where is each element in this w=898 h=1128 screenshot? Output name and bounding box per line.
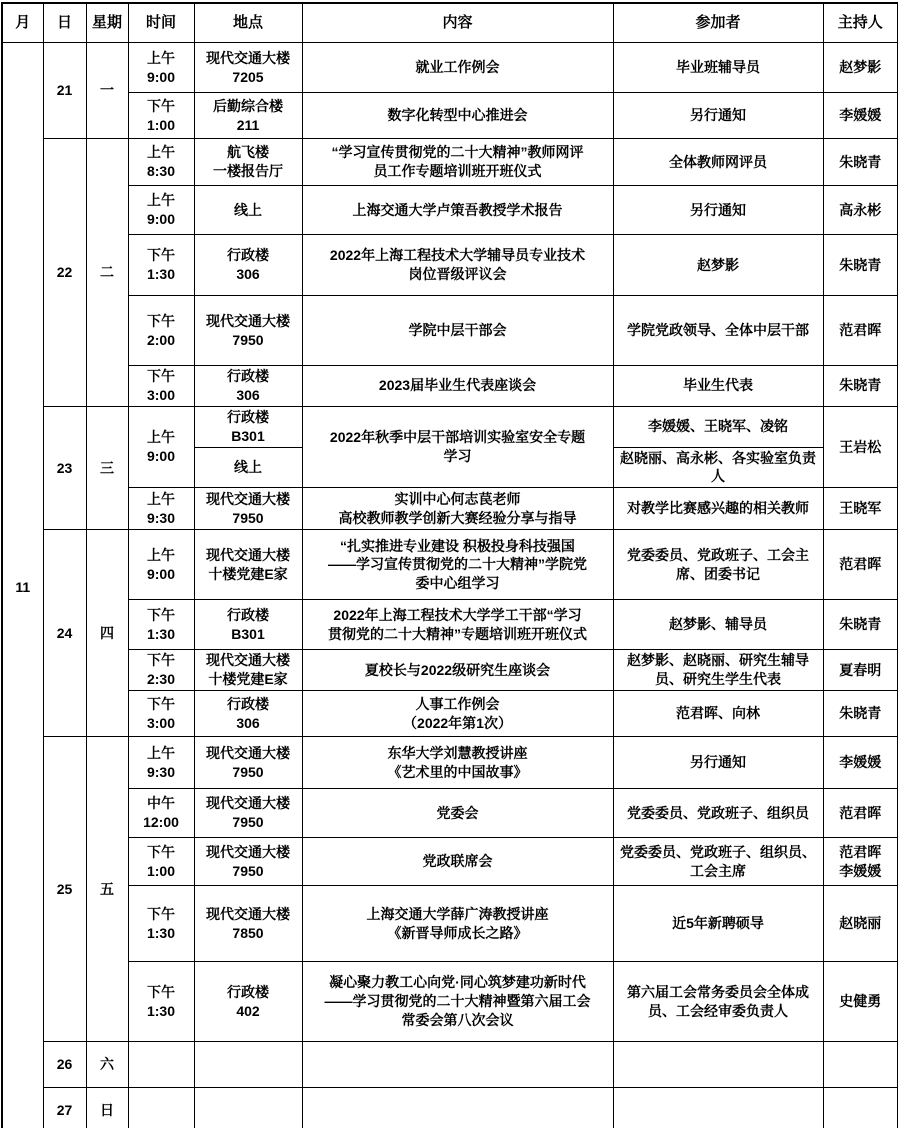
participants-cell: 毕业班辅导员 (613, 43, 823, 93)
text-line: 9:30 (146, 509, 176, 526)
text-line: 下午 (147, 97, 175, 114)
text-line: 2022年上海工程技术大学辅导员专业技术 (329, 247, 586, 264)
text-line: 7205 (232, 68, 264, 85)
text-line: 委中心组学习 (415, 575, 500, 592)
text-line: 211 (236, 116, 260, 133)
content-cell (302, 1042, 613, 1088)
weekday-cell: 六 (86, 1042, 128, 1088)
host-cell: 朱晓青 (823, 691, 898, 737)
header-participants: 参加者 (613, 3, 823, 43)
text-line: 上午 (147, 144, 175, 161)
time-cell (128, 488, 194, 530)
text-line: 9:00 (146, 211, 176, 227)
text-line: 行政楼 (227, 983, 269, 1000)
text-line: 现代交通大楼 (206, 905, 290, 922)
header-time: 时间 (128, 3, 194, 43)
text-line: 十楼党建E家 (208, 565, 288, 582)
text-line: 党政联席会 (422, 853, 493, 870)
participants-cell: 学院党政领导、全体中层干部 (613, 296, 823, 366)
location-cell (194, 1088, 302, 1128)
participants-cell: 赵梦影、辅导员 (613, 600, 823, 650)
location-cell (194, 235, 302, 296)
time-cell (128, 600, 194, 650)
content-cell (302, 488, 613, 530)
location-cell (194, 1042, 302, 1088)
text-line: B301 (231, 625, 265, 642)
text-line: 9:00 (146, 565, 176, 582)
schedule-row (2, 650, 898, 691)
text-line: 行政楼 (227, 606, 269, 623)
host-cell: 王晓军 (823, 488, 898, 530)
time-cell (128, 962, 194, 1042)
day-cell: 26 (43, 1042, 86, 1088)
participants-cell: 赵梦影、赵晓丽、研究生辅导员、研究生学生代表 (613, 650, 823, 691)
text-line: 9:00 (146, 68, 176, 85)
content-cell (302, 838, 613, 886)
schedule-row (2, 737, 898, 789)
schedule-row (2, 43, 898, 93)
content-cell (302, 366, 613, 407)
text-line: 上海交通大学卢策吾教授学术报告 (352, 201, 563, 218)
text-line: 1:30 (146, 1002, 176, 1019)
text-line: 岗位晋级评议会 (408, 266, 507, 282)
text-line: ——学习宣传贯彻党的二十大精神”学院党 (328, 556, 587, 573)
weekday-cell: 三 (86, 406, 128, 530)
host-cell (823, 1042, 898, 1088)
host-cell: 朱晓青 (823, 366, 898, 407)
schedule-row (2, 296, 898, 366)
location-cell (194, 691, 302, 737)
weekday-cell: 日 (86, 1088, 128, 1128)
text-line: 现代交通大楼 (206, 843, 290, 860)
schedule-row (2, 366, 898, 407)
host-cell: 王岩松 (823, 406, 898, 488)
location-cell (194, 789, 302, 838)
host-cell: 夏春明 (823, 650, 898, 691)
text-line: 现代交通大楼 (206, 49, 290, 66)
header-content: 内容 (302, 3, 613, 43)
host-cell: 朱晓青 (823, 600, 898, 650)
text-line: 常委会第八次会议 (401, 1012, 514, 1029)
host-cell: 赵晓丽 (823, 886, 898, 962)
content-cell (302, 530, 613, 600)
text-line: 学院中层干部会 (408, 322, 507, 339)
text-line: 1:00 (146, 116, 176, 133)
location-cell (194, 737, 302, 789)
text-line: 李媛媛 (839, 862, 882, 879)
participants-cell: 另行通知 (613, 737, 823, 789)
schedule-row (2, 962, 898, 1042)
day-cell: 27 (43, 1088, 86, 1128)
day-cell: 22 (43, 139, 86, 407)
schedule-row (2, 838, 898, 886)
text-line: 上午 (147, 490, 175, 507)
text-line: 《艺术里的中国故事》 (387, 763, 528, 780)
text-line: 夏校长与2022级研究生座谈会 (364, 661, 551, 678)
schedule-row (2, 886, 898, 962)
time-cell (128, 93, 194, 139)
participants-cell: 近5年新聘硕导 (613, 886, 823, 962)
text-line: 3:00 (146, 714, 176, 731)
text-line: 12:00 (143, 814, 179, 831)
schedule-row (2, 186, 898, 235)
text-line: 8:30 (146, 163, 176, 179)
time-cell (128, 366, 194, 407)
time-cell (128, 235, 194, 296)
weekday-cell: 五 (86, 737, 128, 1042)
text-line: 上海交通大学薛广涛教授讲座 (366, 905, 549, 922)
participants-cell: 赵晓丽、高永彬、各实验室负责人 (613, 447, 823, 488)
location-cell (194, 886, 302, 962)
text-line: 下午 (147, 905, 175, 922)
time-cell (128, 886, 194, 962)
content-cell (302, 139, 613, 186)
content-cell (302, 235, 613, 296)
text-line: 范君晖 (839, 843, 882, 860)
content-cell (302, 789, 613, 838)
text-line: 东华大学刘慧教授讲座 (387, 744, 528, 761)
schedule-row (2, 1042, 898, 1088)
content-cell (302, 691, 613, 737)
participants-cell: 全体教师网评员 (613, 139, 823, 186)
participants-cell: 党委委员、党政班子、组织员 (613, 789, 823, 838)
text-line: 就业工作例会 (415, 59, 500, 76)
text-line: 学习 (443, 448, 472, 465)
text-line: 高校教师教学创新大赛经验分享与指导 (338, 509, 577, 526)
time-cell (128, 43, 194, 93)
text-line: 2023届毕业生代表座谈会 (378, 377, 537, 394)
text-line: 306 (236, 386, 260, 403)
text-line: （2022年第1次） (403, 714, 512, 731)
text-line: 上午 (147, 49, 175, 66)
text-line: 下午 (147, 606, 175, 623)
schedule-row (2, 789, 898, 838)
text-line: “学习宣传贯彻党的二十大精神”教师网评 (331, 144, 584, 161)
participants-cell (613, 1042, 823, 1088)
content-cell (302, 650, 613, 691)
text-line: 党委会 (436, 804, 479, 821)
text-line: 7950 (232, 509, 264, 526)
table-body (2, 43, 898, 1128)
host-cell: 李媛媛 (823, 737, 898, 789)
text-line: 7950 (232, 862, 264, 879)
header-location: 地点 (194, 3, 302, 43)
text-line: 下午 (147, 312, 175, 329)
text-line: 9:30 (146, 763, 176, 780)
participants-cell: 党委委员、党政班子、工会主席、团委书记 (613, 530, 823, 600)
text-line: 行政楼 (227, 247, 269, 264)
time-cell (128, 139, 194, 186)
text-line: 凝心聚力教工心向党·同心筑梦建功新时代 (329, 974, 586, 991)
schedule-row (2, 139, 898, 186)
day-cell: 25 (43, 737, 86, 1042)
text-line: 员工作专题培训班开班仪式 (373, 163, 542, 179)
content-cell (302, 93, 613, 139)
host-cell: 李媛媛 (823, 93, 898, 139)
time-cell (128, 1088, 194, 1128)
day-cell: 21 (43, 43, 86, 139)
participants-cell: 党委委员、党政班子、组织员、工会主席 (613, 838, 823, 886)
header-weekday: 星期 (86, 3, 128, 43)
text-line: 十楼党建E家 (208, 671, 288, 688)
text-line: 实训中心何志苠老师 (394, 490, 521, 507)
schedule-row (2, 488, 898, 530)
location-cell (194, 650, 302, 691)
text-line: 现代交通大楼 (206, 312, 290, 329)
time-cell (128, 691, 194, 737)
location-cell (194, 488, 302, 530)
schedule-table (1, 2, 898, 1128)
weekday-cell: 一 (86, 43, 128, 139)
text-line: 7950 (232, 814, 264, 831)
content-cell (302, 406, 613, 488)
text-line: 2022年秋季中层干部培训实验室安全专题 (329, 429, 586, 446)
text-line: 3:00 (146, 386, 176, 403)
text-line: 2:30 (146, 671, 176, 688)
text-line: 402 (236, 1002, 260, 1019)
day-cell: 24 (43, 530, 86, 737)
content-cell (302, 737, 613, 789)
schedule-row (2, 1088, 898, 1128)
text-line: 7950 (232, 763, 264, 780)
participants-cell: 赵梦影 (613, 235, 823, 296)
participants-cell: 第六届工会常务委员会全体成员、工会经审委负责人 (613, 962, 823, 1042)
time-cell (128, 650, 194, 691)
time-cell (128, 530, 194, 600)
text-line: 航飞楼 (227, 144, 269, 161)
host-cell: 范君晖 (823, 296, 898, 366)
text-line: 现代交通大楼 (206, 744, 290, 761)
day-cell: 23 (43, 406, 86, 530)
text-line: 下午 (147, 368, 175, 384)
schedule-row (2, 691, 898, 737)
header-host: 主持人 (823, 3, 898, 43)
text-line: 2022年上海工程技术大学学工干部“学习 (333, 606, 582, 623)
time-cell (128, 296, 194, 366)
location-cell (194, 93, 302, 139)
time-cell (128, 789, 194, 838)
text-line: 线上 (234, 201, 262, 218)
text-line: 1:30 (146, 625, 176, 642)
text-line: 下午 (147, 247, 175, 264)
text-line: 后勤综合楼 (213, 97, 283, 114)
text-line: 贯彻党的二十大精神”专题培训班开班仪式 (328, 625, 587, 642)
participants-cell: 李媛媛、王晓军、凌铭 (613, 406, 823, 447)
participants-cell: 范君晖、向林 (613, 691, 823, 737)
host-cell (823, 1088, 898, 1128)
text-line: 一楼报告厅 (213, 163, 283, 179)
text-line: 下午 (147, 695, 175, 712)
text-line: 现代交通大楼 (206, 546, 290, 563)
header-day: 日 (43, 3, 86, 43)
content-cell (302, 886, 613, 962)
location-cell (194, 962, 302, 1042)
text-line: 人事工作例会 (415, 695, 500, 712)
participants-cell: 另行通知 (613, 93, 823, 139)
text-line: “扎实推进专业建设 积极投身科技强国 (340, 537, 575, 554)
text-line: 中午 (147, 795, 175, 812)
schedule-row (2, 235, 898, 296)
text-line: 上午 (147, 744, 175, 761)
text-line: 行政楼 (227, 368, 269, 384)
host-cell: 朱晓青 (823, 235, 898, 296)
weekday-cell: 四 (86, 530, 128, 737)
participants-cell: 另行通知 (613, 186, 823, 235)
content-cell (302, 43, 613, 93)
location-cell (194, 530, 302, 600)
location-cell (194, 296, 302, 366)
schedule-row (2, 406, 898, 447)
text-line: 1:00 (146, 862, 176, 879)
text-line: 306 (236, 266, 260, 282)
time-cell (128, 186, 194, 235)
text-line: 行政楼 (227, 408, 269, 425)
host-cell: 史健勇 (823, 962, 898, 1042)
month-cell: 11 (2, 43, 43, 1128)
text-line: 2:00 (146, 331, 176, 348)
location-cell (194, 139, 302, 186)
schedule-row (2, 530, 898, 600)
table-header (2, 3, 898, 43)
host-cell: 高永彬 (823, 186, 898, 235)
text-line: 数字化转型中心推进会 (387, 107, 528, 124)
host-cell (823, 838, 898, 886)
participants-cell: 对教学比赛感兴趣的相关教师 (613, 488, 823, 530)
schedule-row (2, 600, 898, 650)
text-line: 下午 (147, 652, 175, 669)
text-line: 上午 (147, 429, 175, 446)
location-cell (194, 366, 302, 407)
text-line: 线上 (234, 459, 262, 475)
host-cell: 朱晓青 (823, 139, 898, 186)
text-line: 现代交通大楼 (206, 795, 290, 812)
host-cell: 范君晖 (823, 530, 898, 600)
weekday-cell: 二 (86, 139, 128, 407)
location-cell (194, 447, 302, 488)
text-line: 9:00 (146, 448, 176, 465)
text-line: 7850 (232, 924, 264, 941)
text-line: B301 (231, 427, 265, 444)
participants-cell: 毕业生代表 (613, 366, 823, 407)
content-cell (302, 296, 613, 366)
text-line: 下午 (147, 983, 175, 1000)
host-cell: 范君晖 (823, 789, 898, 838)
text-line: 7950 (232, 331, 264, 348)
text-line: 1:30 (146, 266, 176, 282)
header-row (2, 3, 898, 43)
host-cell: 赵梦影 (823, 43, 898, 93)
text-line: 1:30 (146, 924, 176, 941)
text-line: 行政楼 (227, 695, 269, 712)
time-cell (128, 1042, 194, 1088)
text-line: 现代交通大楼 (206, 652, 290, 669)
header-month: 月 (2, 3, 43, 43)
text-line: 上午 (147, 546, 175, 563)
content-cell (302, 186, 613, 235)
content-cell (302, 1088, 613, 1128)
text-line: 上午 (147, 192, 175, 209)
text-line: 现代交通大楼 (206, 490, 290, 507)
time-cell (128, 406, 194, 488)
text-line: 下午 (147, 843, 175, 860)
location-cell (194, 186, 302, 235)
location-cell (194, 406, 302, 447)
location-cell (194, 43, 302, 93)
text-line: 306 (236, 714, 260, 731)
location-cell (194, 600, 302, 650)
time-cell (128, 838, 194, 886)
time-cell (128, 737, 194, 789)
participants-cell (613, 1088, 823, 1128)
content-cell (302, 600, 613, 650)
location-cell (194, 838, 302, 886)
schedule-row (2, 93, 898, 139)
text-line: ——学习贯彻党的二十大精神暨第六届工会 (324, 993, 591, 1010)
content-cell (302, 962, 613, 1042)
text-line: 《新晋导师成长之路》 (387, 924, 528, 941)
